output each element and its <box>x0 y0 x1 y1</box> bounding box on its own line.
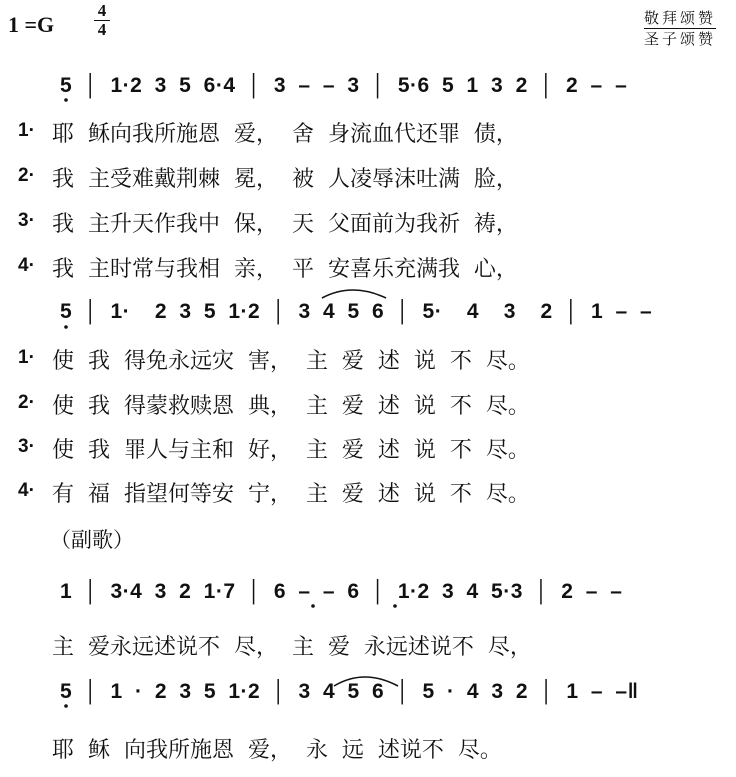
notation-line-2: 5 │ 1· 2 3 5 1·2 │ 3 4 5 6 │ 5· 4 3 2 │ 1 – – <box>60 300 653 323</box>
octave-dot <box>64 98 68 102</box>
verse-4-lyric-b: 有 福 指望何等安 宁， 主 爱 述 说 不 尽。 <box>52 482 530 507</box>
verse-2-number-b: 2· <box>18 392 35 413</box>
octave-dot <box>393 604 397 608</box>
key-signature: 1 =G <box>8 12 55 37</box>
verse-1-number-b: 1· <box>18 347 35 368</box>
verse-3-lyric-a: 我 主升天作我中 保， 天 父面前为我祈 祷， <box>52 212 518 237</box>
chorus-lyric-2: 耶 稣 向我所施恩 爱， 永 远 述说不 尽。 <box>52 738 502 763</box>
chorus-notation-line-1: 1 │ 3·4 3 2 1·7 │ 6 – – 6 │ 1·2 3 4 5·3 │ 2 – – <box>60 580 623 603</box>
verse-1-lyric-b: 使 我 得免永远灾 害， 主 爱 述 说 不 尽。 <box>52 349 530 374</box>
category-sub: 圣子颂赞 <box>643 30 716 48</box>
octave-dot <box>311 604 315 608</box>
verse-4-number: 4· <box>18 255 35 276</box>
chorus-label: （副歌） <box>50 528 134 552</box>
verse-2-lyric-b: 使 我 得蒙救赎恩 典， 主 爱 述 说 不 尽。 <box>52 394 530 419</box>
verse-4-lyric-a: 我 主时常与我相 亲， 平 安喜乐充满我 心， <box>52 257 518 282</box>
time-signature-bottom: 4 <box>97 20 107 39</box>
verse-3-lyric-b: 使 我 罪人与主和 好， 主 爱 述 说 不 尽。 <box>52 438 530 463</box>
slur-mark <box>322 290 386 298</box>
verse-4-number-b: 4· <box>18 480 35 501</box>
verse-3-number: 3· <box>18 210 35 231</box>
notation-line-1: 5 │ 1·2 3 5 6·4 │ 3 – – 3 │ 5·6 5 1 3 2 │ 2 – – <box>60 74 628 97</box>
chorus-notation-line-2: 5 │ 1 · 2 3 5 1·2 │ 3 4 5 6 │ 5 · 4 3 2 │ 1 – –‖ <box>60 680 639 703</box>
verse-1-number: 1· <box>18 120 35 141</box>
chorus-lyric-1: 主 爱永远述说不 尽， 主 爱 永远述说不 尽， <box>52 635 532 660</box>
octave-dot <box>64 325 68 329</box>
verse-2-lyric-a: 我 主受难戴荆棘 冕， 被 人凌辱沫吐满 脸， <box>52 167 518 192</box>
time-signature-top: 4 <box>97 1 107 20</box>
category-main: 敬拜颂赞 <box>643 9 716 27</box>
verse-3-number-b: 3· <box>18 436 35 457</box>
slur-mark <box>334 677 398 686</box>
octave-dot <box>64 704 68 708</box>
verse-2-number: 2· <box>18 165 35 186</box>
verse-1-lyric-a: 耶 稣向我所施恩 爱， 舍 身流血代还罪 债， <box>52 122 518 147</box>
